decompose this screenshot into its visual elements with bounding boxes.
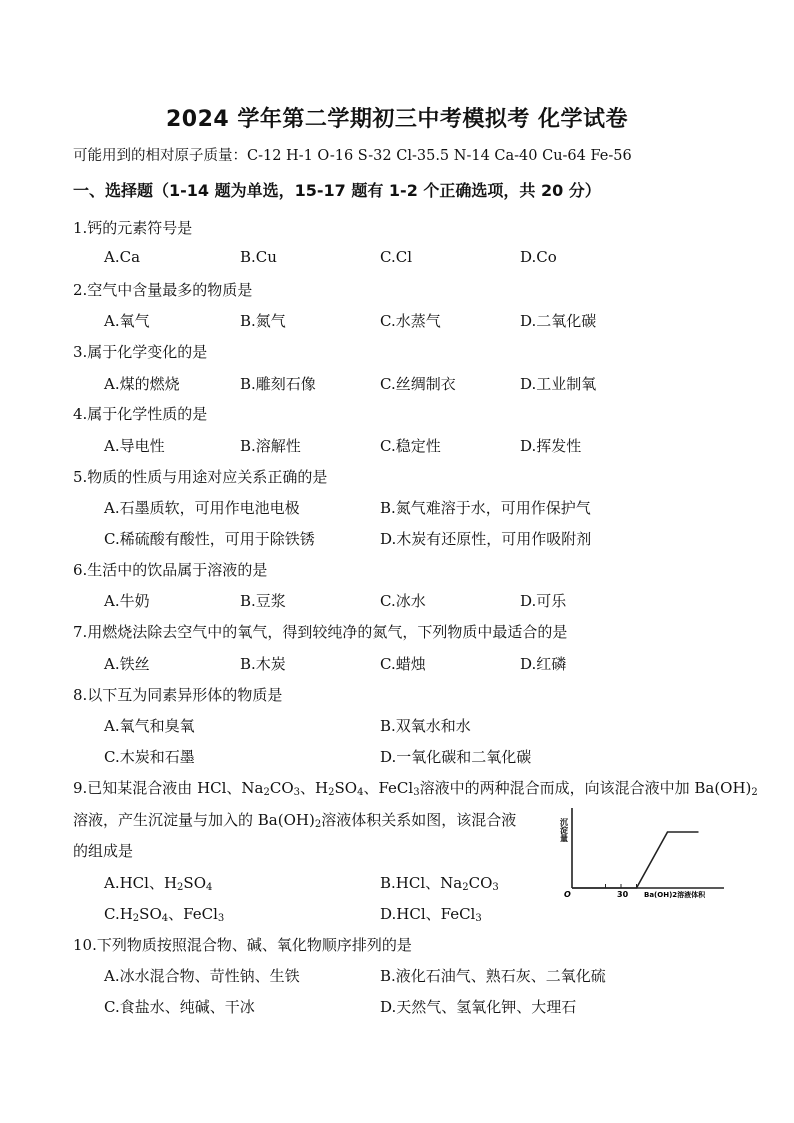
q7-option-a[interactable]: A.铁丝 <box>104 655 150 673</box>
question-9-stem-line3: 的组成是 <box>73 842 134 860</box>
q10-option-b[interactable]: B.液化石油气、熟石灰、二氧化硫 <box>380 967 606 985</box>
q5-option-b[interactable]: B.氮气难溶于水，可用作保护气 <box>380 499 591 517</box>
chart-origin-label: O <box>564 890 571 899</box>
q9-option-d[interactable]: D.HCl、FeCl$_3$ <box>380 905 482 924</box>
q4-option-c[interactable]: C.稳定性 <box>380 437 441 455</box>
q5-option-d[interactable]: D.木炭有还原性，可用作吸附剂 <box>380 530 592 548</box>
q10-option-c[interactable]: C.食盐水、纯碱、干冰 <box>104 998 255 1016</box>
chart-x-tick-label: 30 <box>617 890 629 899</box>
q8-option-d[interactable]: D.一氧化碳和二氧化碳 <box>380 748 532 766</box>
question-5-stem: 5.物质的性质与用途对应关系正确的是 <box>73 468 328 486</box>
q10-option-a[interactable]: A.冰水混合物、苛性钠、生铁 <box>104 967 300 985</box>
q10-option-d[interactable]: D.天然气、氢氧化钾、大理石 <box>380 998 577 1016</box>
q6-option-d[interactable]: D.可乐 <box>520 592 567 610</box>
q6-option-b[interactable]: B.豆浆 <box>240 592 286 610</box>
q5-option-c[interactable]: C.稀硫酸有酸性，可用于除铁锈 <box>104 530 315 548</box>
question-4-stem: 4.属于化学性质的是 <box>73 405 208 423</box>
question-2-stem: 2.空气中含量最多的物质是 <box>73 281 253 299</box>
q1-option-d[interactable]: D.Co <box>520 248 557 266</box>
q7-option-c[interactable]: C.蜡烛 <box>380 655 426 673</box>
question-9-stem-line1: 9.已知某混合液由 HCl、$Na_2CO_3$、$H_2SO_4$、FeCl$_3$溶液中的两种混合而成，向该混合液中加 $Ba(OH)_2$ <box>73 779 758 798</box>
q9-option-b[interactable]: B.HCl、$Na_2CO_3$ <box>380 874 499 893</box>
q1-option-a[interactable]: A.Ca <box>104 248 141 266</box>
q8-option-a[interactable]: A.氧气和臭氧 <box>104 717 195 735</box>
q9-option-c[interactable]: $C.H_2SO_4$、FeCl$_3$ <box>104 905 225 924</box>
q2-option-a[interactable]: A.氧气 <box>104 312 150 330</box>
atomic-mass-line: 可能用到的相对原子质量：C-12 H-1 O-16 S-32 Cl-35.5 N-14 Ca-40 Cu-64 Fe-56 <box>73 148 632 164</box>
q1-option-c[interactable]: C.Cl <box>380 248 412 266</box>
q6-option-c[interactable]: C.冰水 <box>380 592 426 610</box>
q7-option-d[interactable]: D.红磷 <box>520 655 567 673</box>
precipitate-volume-chart <box>558 802 728 900</box>
q8-option-c[interactable]: C.木炭和石墨 <box>104 748 195 766</box>
q2-option-b[interactable]: B.氮气 <box>240 312 286 330</box>
q4-option-a[interactable]: A.导电性 <box>104 437 165 455</box>
page-title: 2024 学年第二学期初三中考模拟考 化学试卷 <box>165 107 629 132</box>
chart-series-line <box>572 832 699 888</box>
section-heading: 一、选择题（1-14 题为单选，15-17 题有 1-2 个正确选项，共 20 分） <box>73 181 601 200</box>
question-10-stem: 10.下列物质按照混合物、碱、氧化物顺序排列的是 <box>73 936 412 954</box>
q3-option-b[interactable]: B.雕刻石像 <box>240 375 316 393</box>
question-9-stem-line2: 溶液，产生沉淀量与加入的 $Ba(OH)_2$溶液体积关系如图，该混合液 <box>73 811 517 830</box>
question-3-stem: 3.属于化学变化的是 <box>73 343 208 361</box>
q6-option-a[interactable]: A.牛奶 <box>104 592 150 610</box>
q2-option-c[interactable]: C.水蒸气 <box>380 312 441 330</box>
q2-option-d[interactable]: D.二氧化碳 <box>520 312 597 330</box>
q5-option-a[interactable]: A.石墨质软，可用作电池电极 <box>104 499 300 517</box>
chart-ylabel: 沉淀量 <box>559 818 569 842</box>
question-7-stem: 7.用燃烧法除去空气中的氧气，得到较纯净的氮气，下列物质中最适合的是 <box>73 623 568 641</box>
q3-option-d[interactable]: D.工业制氧 <box>520 375 597 393</box>
question-6-stem: 6.生活中的饮品属于溶液的是 <box>73 561 268 579</box>
q4-option-b[interactable]: B.溶解性 <box>240 437 301 455</box>
q9-option-a[interactable]: A.HCl、$H_2SO_4$ <box>104 874 213 893</box>
question-8-stem: 8.以下互为同素异形体的物质是 <box>73 686 283 704</box>
q3-option-a[interactable]: A.煤的燃烧 <box>104 375 180 393</box>
q3-option-c[interactable]: C.丝绸制衣 <box>380 375 456 393</box>
chart-xlabel: Ba(OH)2溶液体积 <box>644 891 706 899</box>
q8-option-b[interactable]: B.双氧水和水 <box>380 717 471 735</box>
q7-option-b[interactable]: B.木炭 <box>240 655 286 673</box>
q4-option-d[interactable]: D.挥发性 <box>520 437 582 455</box>
q1-option-b[interactable]: B.Cu <box>240 248 277 266</box>
question-1-stem: 1.钙的元素符号是 <box>73 219 193 237</box>
